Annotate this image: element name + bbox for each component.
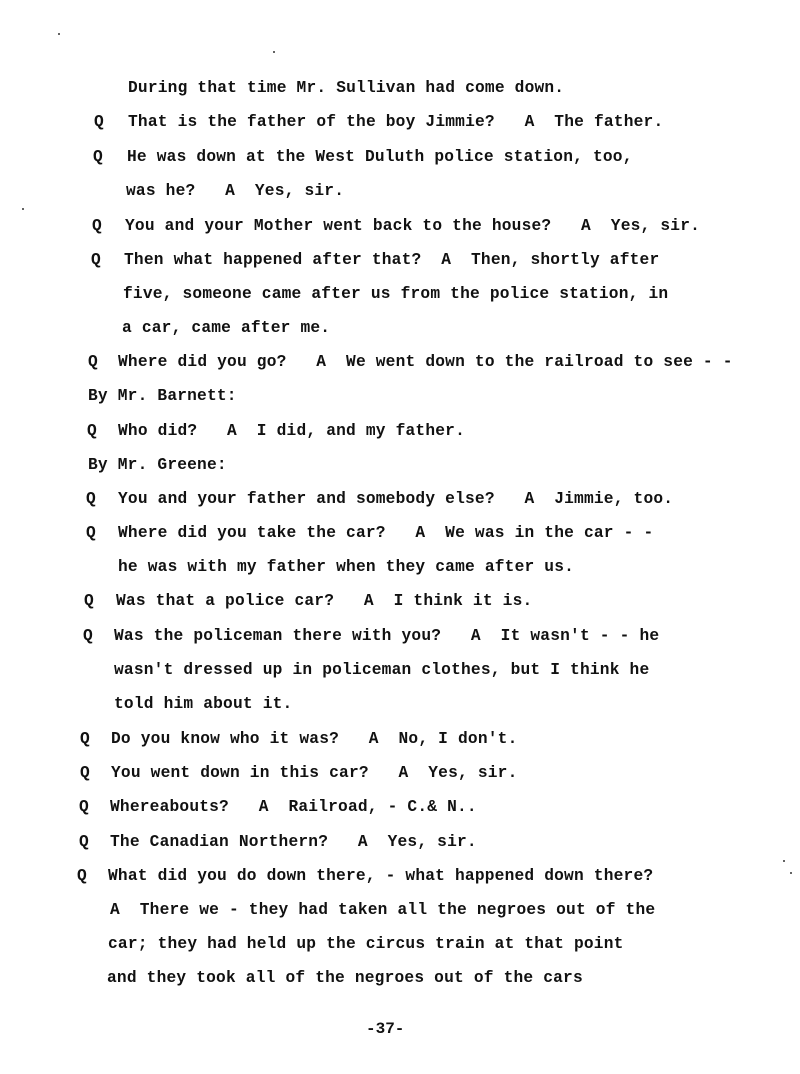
question-marker: Q (86, 490, 96, 508)
transcript-line: and they took all of the negroes out of the cars (107, 969, 583, 987)
transcript-line: car; they had held up the circus train at that point (108, 935, 624, 953)
examiner-heading: By Mr. Barnett: (88, 387, 237, 405)
transcript-line: he was with my father when they came after us. (118, 558, 575, 576)
transcript-line: Was that a police car? A I think it is. (116, 592, 533, 610)
question-marker: Q (88, 353, 98, 371)
question-marker: Q (93, 148, 103, 166)
scan-speck (273, 51, 275, 53)
scan-speck (783, 860, 785, 862)
question-marker: Q (91, 251, 101, 269)
question-marker: Q (86, 524, 96, 542)
scan-speck (790, 872, 792, 874)
transcript-line: Was the policeman there with you? A It wasn't - - he (114, 627, 660, 645)
transcript-line: You went down in this car? A Yes, sir. (111, 764, 518, 782)
transcript-line: A There we - they had taken all the negroes out of the (110, 901, 656, 919)
transcript-line: told him about it. (114, 695, 293, 713)
transcript-line: He was down at the West Duluth police station, too, (127, 148, 633, 166)
question-marker: Q (79, 798, 89, 816)
transcript-line: Then what happened after that? A Then, shortly after (124, 251, 660, 269)
transcript-line: That is the father of the boy Jimmie? A The father. (128, 113, 664, 131)
question-marker: Q (92, 217, 102, 235)
transcript-line: five, someone came after us from the police station, in (123, 285, 669, 303)
transcript-line: Where did you take the car? A We was in the car - - (118, 524, 654, 542)
question-marker: Q (80, 764, 90, 782)
question-marker: Q (84, 592, 94, 610)
transcript-line: The Canadian Northern? A Yes, sir. (110, 833, 477, 851)
transcript-line: Whereabouts? A Railroad, - C.& N.. (110, 798, 477, 816)
transcript-line: What did you do down there, - what happened down there? (108, 867, 654, 885)
question-marker: Q (80, 730, 90, 748)
examiner-heading: By Mr. Greene: (88, 456, 227, 474)
question-marker: Q (79, 833, 89, 851)
transcript-line: You and your Mother went back to the house? A Yes, sir. (125, 217, 701, 235)
question-marker: Q (77, 867, 87, 885)
question-marker: Q (87, 422, 97, 440)
transcript-line: Who did? A I did, and my father. (118, 422, 465, 440)
transcript-line: Do you know who it was? A No, I don't. (111, 730, 518, 748)
transcript-line: During that time Mr. Sullivan had come down. (128, 79, 565, 97)
question-marker: Q (83, 627, 93, 645)
scan-speck (58, 33, 60, 35)
transcript-line: wasn't dressed up in policeman clothes, but I think he (114, 661, 650, 679)
scan-speck (22, 208, 24, 210)
transcript-line: Where did you go? A We went down to the railroad to see - - (118, 353, 733, 371)
transcript-line: a car, came after me. (122, 319, 331, 337)
transcript-line: was he? A Yes, sir. (126, 182, 345, 200)
question-marker: Q (94, 113, 104, 131)
page-number: -37- (366, 1020, 405, 1038)
transcript-line: You and your father and somebody else? A Jimmie, too. (118, 490, 674, 508)
